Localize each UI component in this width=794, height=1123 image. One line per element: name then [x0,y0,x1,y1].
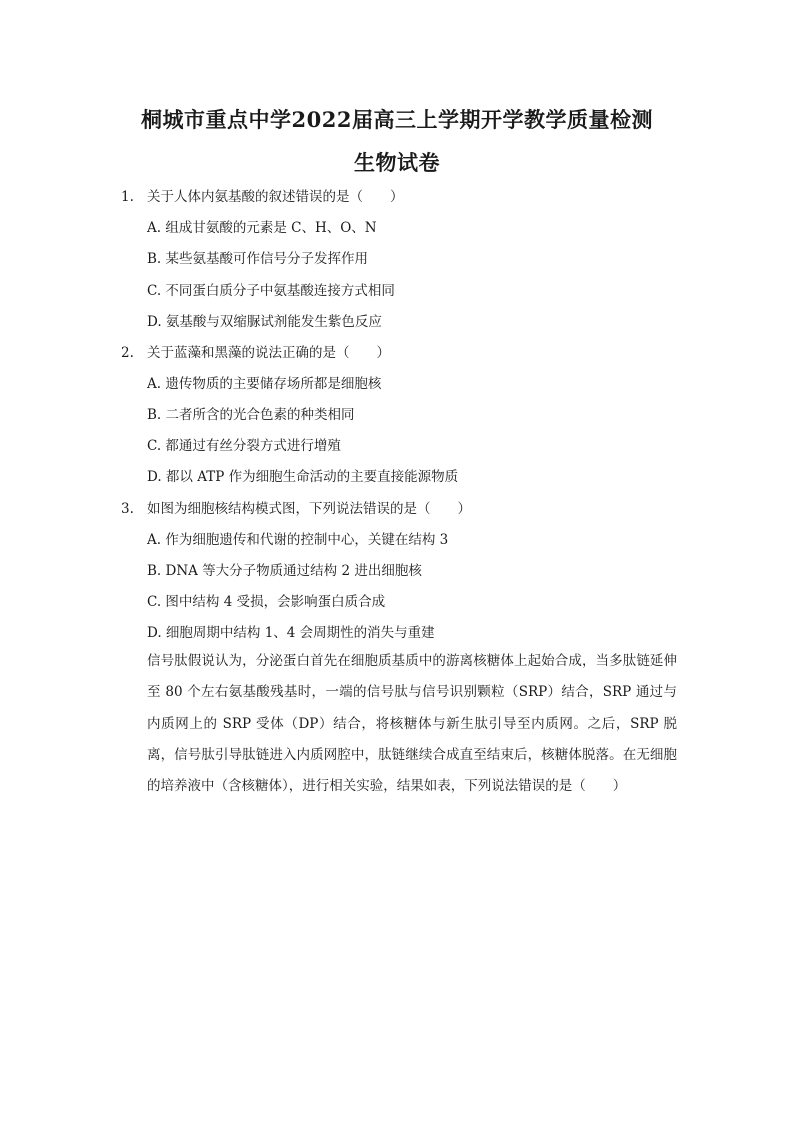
question-2-option-d: D. 都以 ATP 作为细胞生命活动的主要直接能源物质 [147,469,459,485]
question-1-option-d: D. 氨基酸与双缩脲试剂能发生紫色反应 [147,314,382,330]
question-3-option-d: D. 细胞周期中结构 1、4 会周期性的消失与重建 [147,625,435,641]
question-2-option-c: C. 都通过有丝分裂方式进行增殖 [147,438,341,454]
question-2-option-b: B. 二者所含的光合色素的种类相同 [147,407,355,423]
question-1-option-c: C. 不同蛋白质分子中氨基酸连接方式相同 [147,283,395,299]
passage-text: 信号肽假说认为，分泌蛋白首先在细胞质基质中的游离核糖体上起始合成，当多肽链延伸至 80 个左右氨基酸残基时，一端的信号肽与信号识别颗粒（SRP）结合，SRP 通过与内质网上的 SRP 受体（DP）结合，将核糖体与新生肽引导至内质网。之后，SRP 脱离，信号肽引导肽链进入内质网腔中，肽链继续合成直至结束后，核糖体脱落。在无细胞的培养液中（含核糖体），进行相关实验，结果如表，下列说法错误的是（ ） [147,653,677,795]
question-3-stem [121,500,471,518]
question-1-stem [121,188,404,206]
question-1-option-a: A. 组成甘氨酸的元素是 C、H、O、N [147,220,377,236]
question-2-stem [121,344,390,362]
question-number: 3. [121,501,134,517]
page-subtitle: 生物试卷 [354,150,440,175]
question-3-option-b: B. DNA 等大分子物质通过结构 2 进出细胞核 [147,563,422,579]
question-1-option-b: B. 某些氨基酸可作信号分子发挥作用 [147,251,369,267]
question-text: 关于蓝藻和黑藻的说法正确的是（ ） [147,345,390,361]
question-number: 1. [121,189,134,205]
question-number: 2. [121,345,134,361]
question-3-option-c: C. 图中结构 4 受损，会影响蛋白质合成 [147,594,386,610]
question-3-option-a: A. 作为细胞遗传和代谢的控制中心，关键在结构 3 [147,532,449,548]
question-text: 关于人体内氨基酸的叙述错误的是（ ） [147,189,404,205]
question-2-option-a: A. 遗传物质的主要储存场所都是细胞核 [147,376,382,392]
page-title: 桐城市重点中学2022届高三上学期开学教学质量检测 [141,107,653,132]
question-text: 如图为细胞核结构模式图，下列说法错误的是（ ） [147,501,471,517]
